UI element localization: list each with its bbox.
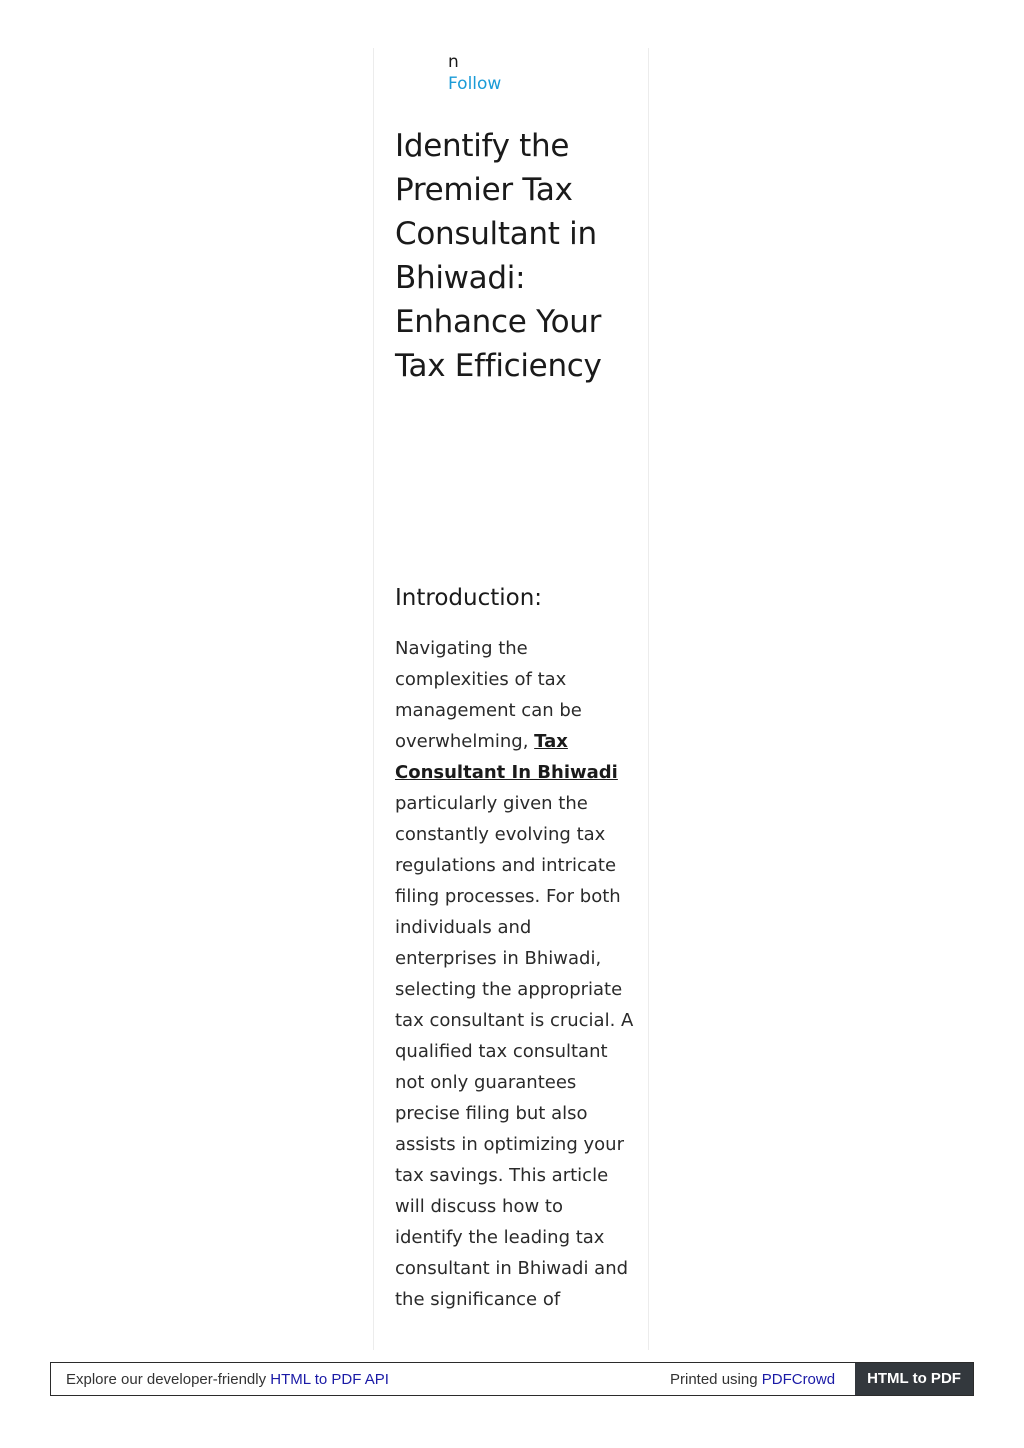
pdfcrowd-link[interactable]: PDFCrowd [761,1371,836,1388]
html-to-pdf-button[interactable]: HTML to PDF [855,1363,973,1395]
introduction-heading: Introduction: [395,585,543,611]
html-to-pdf-api-link[interactable]: HTML to PDF API [270,1371,389,1388]
author-name[interactable]: n [448,52,459,72]
introduction-paragraph [395,633,635,1315]
paragraph-text-end: particularly given the constantly evolving tax regulations and intricate filing processes. For both individuals and enterprises in Bhiwadi, selecting the appropriate tax consultant is crucial. A qualified tax consultant not only guarantees precise filing but also assists in optimizing your tax savings. This article will discuss how to identify the leading tax consultant in Bhiwadi and the significance of [395,793,634,1310]
pdfcrowd-footer [50,1362,974,1396]
follow-button[interactable]: Follow [448,74,502,94]
footer-explore-text: Explore our developer-friendly [66,1371,271,1388]
footer-printed [670,1371,835,1388]
tax-consultant-link[interactable]: Tax Consultant In Bhiwadi [395,731,618,783]
footer-explore [66,1371,389,1388]
footer-printed-text: Printed using [670,1371,762,1388]
article-title: Identify the Premier Tax Consultant in Bhiwadi: Enhance Your Tax Efficiency [395,128,602,384]
paragraph-text-start: Navigating the complexities of tax management can be overwhelming, [395,638,582,752]
